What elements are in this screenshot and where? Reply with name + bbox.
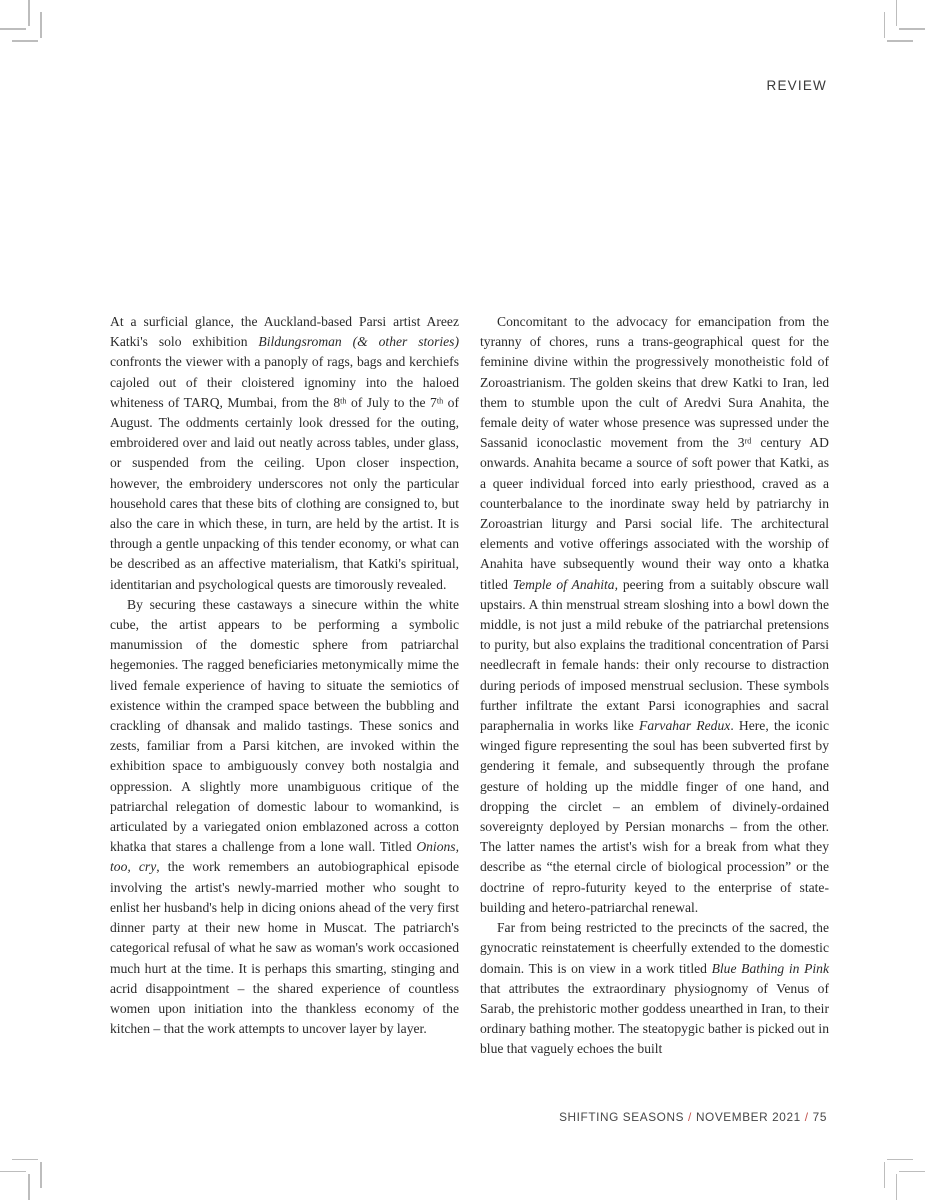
text-run: . Here, the iconic winged figure representing the soul has been subverted first by gendering it female, and subsequently through the profane gesture of holding up the middle finger of one hand, and dropping the circlet – an emblem of divinely-ordained sovereignty deployed by Persian monarchs – from the other. The latter names the artist's wish for a break from what they describe as “the eternal circle of biological procession” or the doctrine of repro-futurity keyed to the enterprise of state-building and hetero-patriarchal renewal. (480, 718, 829, 915)
text-run: century AD onwards. Anahita became a source of soft power that Katki, as a queer individual forced into early priesthood, craved as a counterbalance to the inordinate sway held by patriarchy in Zoroastrian liturgy and Parsi social life. The architectural elements and votive offerings associated with the worship of Anahita have subsequently wound their way onto a khatka titled (480, 435, 829, 592)
crop-mark (884, 12, 886, 38)
superscript-run: th (436, 396, 444, 406)
crop-mark (887, 1159, 913, 1161)
italic-run: Blue Bathing in Pink (711, 960, 830, 976)
crop-mark (899, 1171, 925, 1173)
text-run: Far from being restricted to the precincts of the sacred, the gynocratic reinstatement is cheerfully extended to the domestic domain. This is on view in a work titled (480, 920, 829, 976)
crop-mark (28, 1174, 30, 1200)
page-footer (559, 1110, 827, 1124)
crop-mark (28, 0, 30, 26)
italic-run: Farvahar Redux (639, 718, 731, 734)
footer-separator: / (688, 1110, 692, 1124)
article-column-right (480, 312, 829, 1060)
text-run: of July to the 7 (346, 394, 437, 410)
crop-mark (899, 28, 925, 30)
superscript-run: rd (744, 436, 752, 446)
crop-mark (884, 1162, 886, 1188)
footer-separator: / (804, 1110, 809, 1124)
crop-mark (887, 40, 913, 42)
text-run: , the work remembers an autobiographical episode involving the artist's newly-married mother who sought to enlist her husband's help in dicing onions ahead of the very first dinner party at their new home in Muscat. The patriarch's categorical refusal of what he saw as woman's work occasioned much hurt at the time. It is perhaps this smarting, stinging and acrid disappointment – the shared experience of countless women upon initiation into the thankless economy of the kitchen – that the work attempts to uncover layer by layer. (110, 859, 459, 1037)
magazine-title: SHIFTING SEASONS (559, 1110, 685, 1124)
crop-mark (40, 12, 42, 38)
italic-run: Temple of Anahita, (512, 576, 619, 592)
crop-mark (0, 28, 26, 30)
article-body (110, 312, 829, 1060)
text-run: By securing these castaways a sinecure within the white cube, the artist appears to be performing a symbolic manumission of the domestic sphere from patriarchal hegemonies. The ragged beneficiaries metonymically mime the lived female experience of having to situate the semiotics of existence within the cramped space between the bubbling and crackling of dhansak and malido tastings. These sonics and zests, familiar from a Parsi kitchen, are invoked within the exhibition space to ambiguously convey both nostalgia and oppression. A slightly more unambiguous critique of the patriarchal relegation of domestic labour to womankind, is articulated by a variegated onion emblazoned across a cotton khatka that stares a challenge from a lone wall. Titled (110, 596, 459, 855)
italic-run: Bildungsroman (& other stories) (258, 334, 459, 350)
crop-mark (896, 1174, 898, 1200)
crop-mark (0, 1171, 26, 1173)
crop-mark (896, 0, 898, 26)
text-run: confronts the viewer with a panoply of rags, bags and kerchiefs cajoled out of their cloistered ignominy into the haloed whiteness of TARQ, Mumbai, from the 8 (110, 354, 459, 410)
text-run: At a surficial glance, the Auckland-based Parsi artist Areez Katki's solo exhibition (110, 314, 459, 350)
text-run: that attributes the extraordinary physiognomy of Venus of Sarab, the prehistoric mother goddess unearthed in Iran, to their ordinary bathing mother. The steatopygic bather is picked out in blue that vaguely echoes the built (480, 980, 829, 1057)
text-run: Concomitant to the advocacy for emancipation from the tyranny of chores, runs a trans-geographical quest for the feminine divine within the progressively monotheistic fold of Zoroastrianism. The golden skeins that drew Katki to Iran, led them to stumble upon the cult of Aredvi Sura Anahita, the female deity of water whose presence was supressed under the Sassanid iconoclastic movement from the 3 (480, 314, 829, 451)
text-run: of August. The oddments certainly look dressed for the outing, embroidered over and laid out neatly across tables, under glass, or suspended from the ceiling. Upon closer inspection, however, the embroidery underscores not only the particular household cares that these bits of clothing are consigned to, but also the care in which these, in turn, are held by the artist. It is through a gentle unpacking of this tender economy, or what can be described as an affective materialism, that Katki's spiritual, identitarian and psychological quests are timorously revealed. (110, 394, 459, 592)
section-label: REVIEW (766, 78, 827, 93)
article-column-left (110, 312, 459, 1060)
issue-date: NOVEMBER 2021 (695, 1110, 801, 1124)
paragraph (110, 595, 459, 1039)
crop-mark (40, 1162, 42, 1188)
paragraph (480, 918, 829, 1059)
crop-mark (12, 1159, 38, 1161)
page-number: 75 (812, 1110, 827, 1124)
italic-run: Onions, too, cry (110, 839, 459, 875)
superscript-run: th (340, 396, 347, 406)
crop-mark (12, 40, 38, 42)
text-run: peering from a suitably obscure wall upstairs. A thin menstrual stream sloshing into a bowl down the middle, is not just a mild rebuke of the patriarchal pretensions to purity, but also explains the traditional concentration of Parsi needlecraft in female hands: their only recourse to distraction during periods of imposed menstrual seclusion. These symbols further infiltrate the extant Parsi iconographies and sacral paraphernalia in works like (480, 576, 829, 734)
paragraph (480, 312, 829, 918)
paragraph (110, 312, 459, 595)
